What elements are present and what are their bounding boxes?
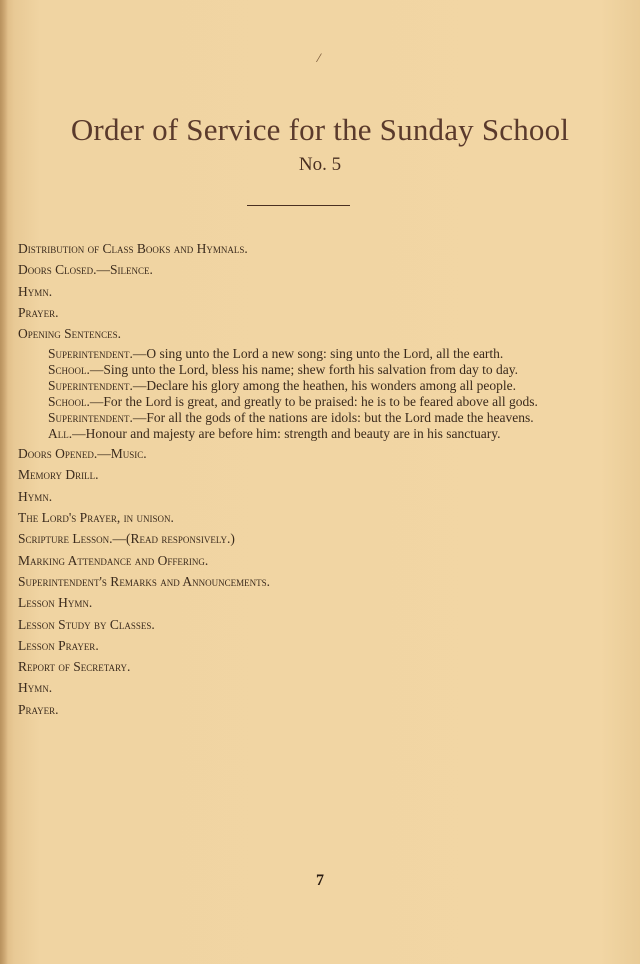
service-item: Hymn. xyxy=(18,680,53,696)
service-item: Distribution of Class Books and Hymnals. xyxy=(18,241,248,256)
speaker-label: All. xyxy=(48,426,73,442)
service-item: Opening Sentences. xyxy=(18,326,122,342)
responsive-reading xyxy=(18,362,584,378)
responsive-reading xyxy=(18,410,584,426)
speaker-label: School. xyxy=(48,394,90,410)
service-item: Lesson Hymn. xyxy=(18,595,93,611)
speaker-label: Superintendent. xyxy=(48,346,133,362)
service-item: Prayer. xyxy=(18,304,59,320)
page-subtitle: No. 5 xyxy=(298,154,342,175)
service-item: Prayer. xyxy=(18,701,59,717)
service-item: Superintendent's Remarks and Announcements. xyxy=(18,573,270,589)
order-of-service xyxy=(18,241,584,718)
responsive-reading xyxy=(18,346,584,362)
page-title: Order of Service for the Sunday School xyxy=(70,112,570,147)
speaker-label: School. xyxy=(48,362,90,378)
reading-text: —O sing unto the Lord a new song: sing unto the Lord, all the earth. xyxy=(132,346,504,362)
reading-text: —For all the gods of the nations are idols: but the Lord made the heavens. xyxy=(132,410,534,426)
service-item: Scripture Lesson.—(Read responsively.) xyxy=(18,531,235,547)
responsive-reading xyxy=(18,394,584,410)
service-item: Hymn. xyxy=(18,283,53,299)
reading-text: —Honour and majesty are before him: strength and beauty are in his sanctuary. xyxy=(72,426,501,442)
speaker-label: Superintendent. xyxy=(48,378,133,394)
stray-mark: ⁄ xyxy=(318,52,320,65)
reading-text: —Declare his glory among the heathen, his wonders among all people. xyxy=(132,378,517,394)
speaker-label: Superintendent. xyxy=(48,410,133,426)
service-item: Memory Drill. xyxy=(18,467,99,483)
service-item: Lesson Prayer. xyxy=(18,637,99,653)
service-item: Doors Closed.—Silence. xyxy=(18,262,153,278)
title-divider xyxy=(247,205,350,206)
responsive-reading xyxy=(18,378,584,394)
responsive-reading xyxy=(18,426,584,442)
service-item: Report of Secretary. xyxy=(18,659,131,675)
reading-text: —Sing unto the Lord, bless his name; shew forth his salvation from day to day. xyxy=(89,362,518,378)
reading-text: —For the Lord is great, and greatly to be praised: he is to be feared above all gods. xyxy=(89,394,538,410)
service-item: The Lord's Prayer, in unison. xyxy=(18,510,174,526)
service-item: Lesson Study by Classes. xyxy=(18,616,155,632)
service-item: Hymn. xyxy=(18,488,53,504)
service-item: Doors Opened.—Music. xyxy=(18,446,147,462)
service-item: Marking Attendance and Offering. xyxy=(18,552,209,568)
page-number: 7 xyxy=(316,872,324,889)
